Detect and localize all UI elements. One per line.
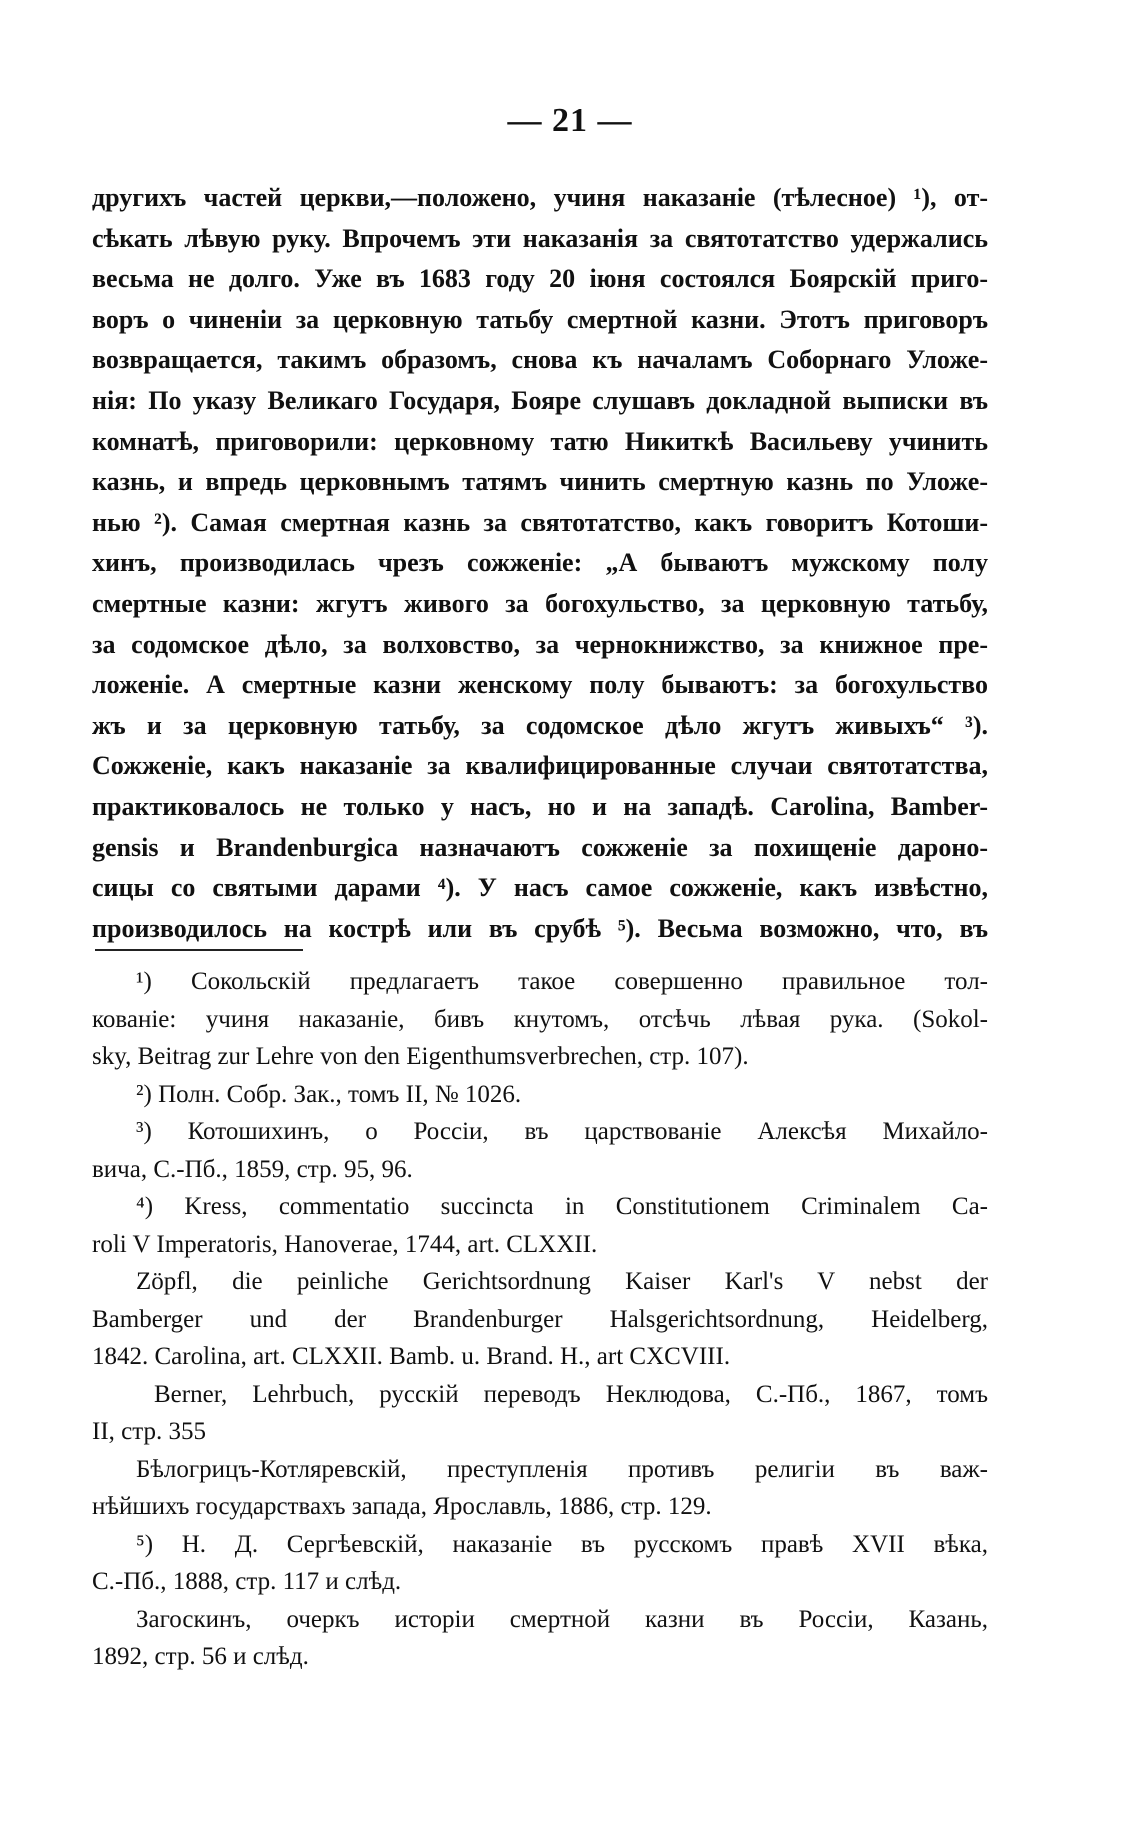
body-line: Сожженіе, какъ наказаніе за квалифицированные случаи святотатства, — [92, 751, 988, 781]
body-line: смертные казни: жгутъ живого за богохульство, за церковную татьбу, — [92, 588, 988, 618]
footnote-line: roli V Imperatoris, Hanoverae, 1744, art. CLXXII. — [92, 1230, 598, 1258]
body-line: комнатѣ, приговорили: церковному татю Никиткѣ Васильеву учинить — [92, 426, 988, 456]
footnote-line: Загоскинъ, очеркъ исторіи смертной казни въ Россіи, Казань, — [136, 1605, 988, 1633]
footnote-line: кованіе: учиня наказаніе, бивъ кнутомъ, отсѣчь лѣвая рука. (Sokol- — [92, 1005, 988, 1033]
body-line: хинъ, производилась чрезъ сожженіе: „А бываютъ мужскому полу — [92, 548, 988, 578]
footnote-line: нѣйшихъ государствахъ запада, Ярославль, 1886, стр. 129. — [92, 1493, 712, 1520]
body-line: воръ о чиненіи за церковную татьбу смертной казни. Этотъ приговоръ — [92, 304, 988, 334]
footnote-line: Zöpfl, die peinliche Gerichtsordnung Kaiser Karl's V nebst der — [136, 1268, 988, 1295]
body-line: gensis и Brandenburgica назначаютъ сожженіе за похищеніе дароно- — [92, 832, 988, 862]
body-line: производилось на кострѣ или въ срубѣ ⁵). Весьма возможно, что, въ — [92, 913, 988, 943]
footnote-line: ⁴) Kress, commentatio succincta in Constitutionem Criminalem Ca- — [136, 1193, 988, 1220]
body-line: за содомское дѣло, за волховство, за чернокнижство, за книжное пре- — [92, 629, 988, 659]
body-line: сѣкать лѣвую руку. Впрочемъ эти наказанія за святотатство удержались — [92, 223, 988, 253]
footnote-line: sky, Beitrag zur Lehre von den Eigenthumsverbrechen, стр. 107). — [92, 1043, 749, 1070]
body-line: нія: По указу Великаго Государя, Бояре слушавъ докладной выписки въ — [92, 385, 988, 415]
body-line: жъ и за церковную татьбу, за содомское дѣло жгутъ живыхъ“ ³). — [92, 710, 988, 740]
body-line: сицы со святыми дарами ⁴). У насъ самое сожженіе, какъ извѣстно, — [92, 873, 988, 903]
footnote-line: ³) Котошихинъ, о Россіи, въ царствованіе Алексѣя Михайло- — [136, 1118, 988, 1145]
body-text — [92, 178, 988, 949]
footnote-line: ²) Полн. Собр. Зак., томъ II, № 1026. — [136, 1080, 522, 1108]
footnote-line: ¹) Сокольскій предлагаетъ такое совершенно правильное тол- — [136, 968, 988, 995]
footnote-line: 1842. Carolina, art. CLXXII. Bamb. u. Brand. H., art CXCVIII. — [92, 1343, 731, 1370]
footnote-line: II, стр. 355 — [92, 1418, 206, 1445]
body-line: другихъ частей церкви,—положено, учиня наказаніе (тѣлесное) ¹), от- — [92, 183, 988, 212]
footnotes — [92, 963, 988, 1676]
footnote-line: Bamberger und der Brandenburger Halsgerichtsordnung, Heidelberg, — [92, 1305, 988, 1333]
footnote-line: вича, С.-Пб., 1859, стр. 95, 96. — [92, 1155, 413, 1183]
body-line: практиковалось не только у насъ, но и на западѣ. Carolina, Bamber- — [92, 791, 988, 821]
body-line: весьма не долго. Уже въ 1683 году 20 іюня состоялся Боярскій приго- — [92, 264, 988, 294]
footnote-line: ⁵) Н. Д. Сергѣевскій, наказаніе въ русскомъ правѣ XVII вѣка, — [136, 1530, 988, 1558]
body-line: казнь, и впредь церковнымъ татямъ чинить смертную казнь по Уложе- — [92, 467, 988, 497]
page-number: — 21 — — [507, 102, 633, 139]
body-line: нью ²). Самая смертная казнь за святотатство, какъ говоритъ Котоши- — [92, 507, 988, 537]
footnote-divider — [95, 949, 303, 951]
body-line: ложеніе. А смертные казни женскому полу бываютъ: за богохульство — [92, 670, 988, 700]
footnote-line: Бѣлогрицъ-Котляревскій, преступленія противъ религіи въ важ- — [136, 1455, 988, 1483]
footnote-line: Berner, Lehrbuch, русскій переводъ Неклюдова, С.-Пб., 1867, томъ — [154, 1380, 988, 1408]
footnote-line: 1892, стр. 56 и слѣд. — [92, 1643, 309, 1670]
body-line: возвращается, такимъ образомъ, снова къ началамъ Соборнаго Уложе- — [92, 345, 988, 375]
footnote-line: С.-Пб., 1888, стр. 117 и слѣд. — [92, 1568, 402, 1595]
